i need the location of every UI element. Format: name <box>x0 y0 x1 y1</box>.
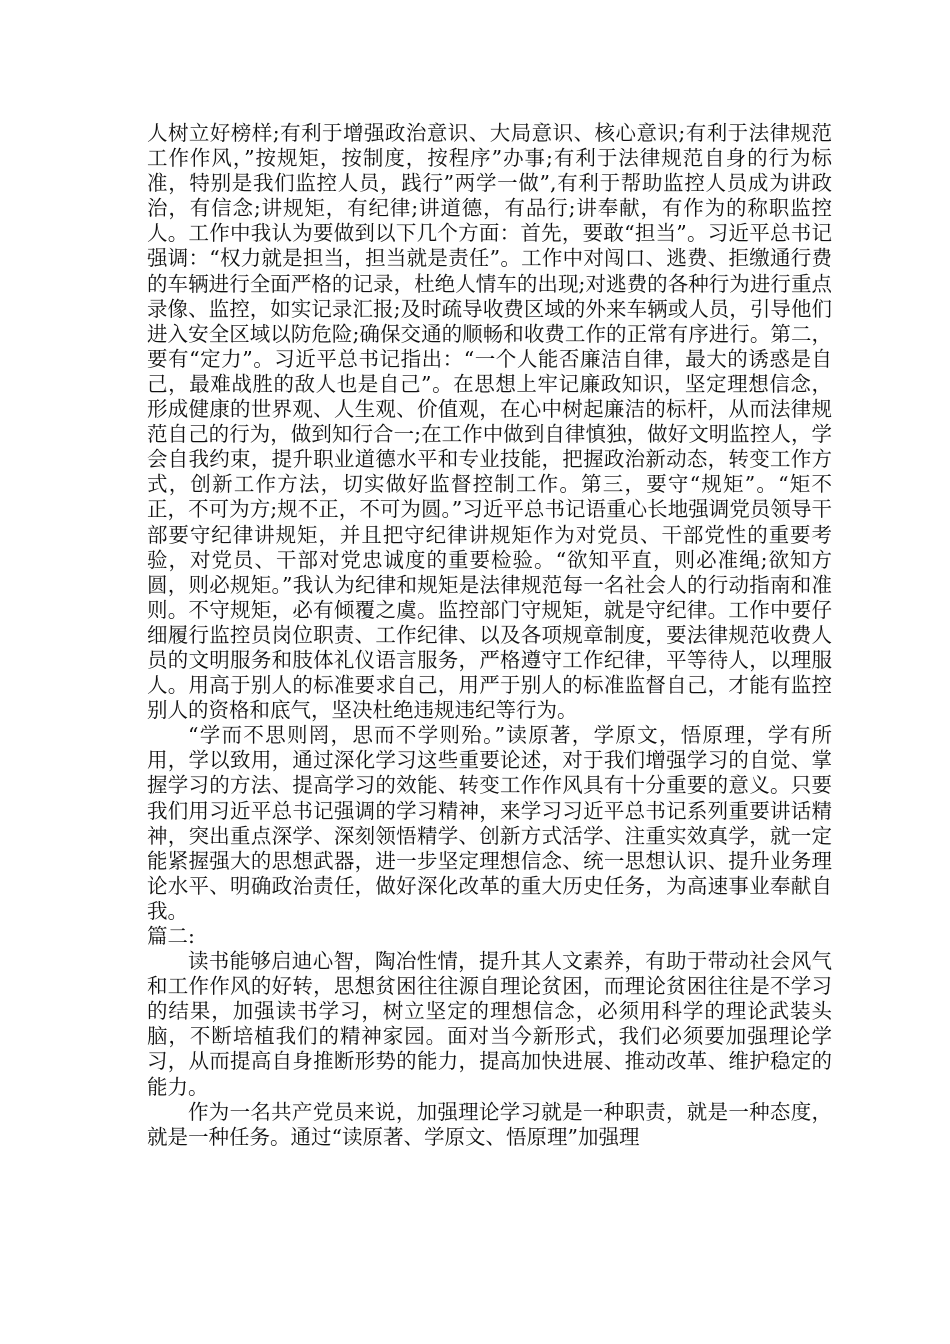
section-paragraph-2: 作为一名共产党员来说，加强理论学习就是一种职责，就是一种态度，就是一种任务。通过“读原著、学原文、悟原理”加强理 <box>147 1099 832 1149</box>
body-paragraph-1: 人树立好榜样;有利于增强政治意识、大局意识、核心意识;有利于法律规范工作作风，”按规矩，按制度，按程序”办事;有利于法律规范自身的行为标准，特别是我们监控人员，践行”两学一做”,有利于帮助监控人员成为讲政治，有信念;讲规矩，有纪律;讲道德，有品行;讲奉献，有作为的称职监控人。工作中我认为要做到以下几个方面：首先，要敢“担当”。习近平总书记强调：“权力就是担当，担当就是责任”。工作中对闯口、逃费、拒缴通行费的车辆进行全面严格的记录，杜绝人情车的出现;对逃费的各种行为进行重点录像、监控，如实记录汇报;及时疏导收费区域的外来车辆或人员，引导他们进入安全区域以防危险;确保交通的顺畅和收费工作的正常有序进行。第二，要有“定力”。习近平总书记指出：“一个人能否廉洁自律，最大的诱惑是自己，最难战胜的敌人也是自己”。在思想上牢记廉政知识，坚定理想信念，形成健康的世界观、人生观、价值观，在心中树起廉洁的标杆，从而法律规范自己的行为，做到知行合一;在工作中做到自律慎独，做好文明监控人，学会自我约束，提升职业道德水平和专业技能，把握政治新动态，转变工作方式，创新工作方法，切实做好监督控制工作。第三，要守“规矩”。“矩不正，不可为方;规不正，不可为圆。”习近平总书记语重心长地强调党员领导干部要守纪律讲规矩，并且把守纪律讲规矩作为对党员、干部党性的重要考验，对党员、干部对党忠诚度的重要检验。“欲知平直，则必准绳;欲知方圆，则必规矩。”我认为纪律和规矩是法律规范每一名社会人的行动指南和准则。不守规矩，必有倾覆之虞。监控部门守规矩，就是守纪律。工作中要仔细履行监控员岗位职责、工作纪律、以及各项规章制度，要法律规范收费人员的文明服务和肢体礼仪语言服务，严格遵守工作纪律，平等待人，以理服人。用高于别人的标准要求自己，用严于别人的标准监督自己，才能有监控别人的资格和底气，坚决杜绝违规违纪等行为。 <box>147 121 832 723</box>
section-paragraph-1: 读书能够启迪心智，陶冶性情，提升其人文素养，有助于带动社会风气和工作作风的好转，思想贫困往往源自理论贫困，而理论贫困往往是不学习的结果，加强读书学习，树立坚定的理想信念，必须用科学的理论武装头脑，不断培植我们的精神家园。面对当今新形式，我们必须要加强理论学习，从而提高自身推断形势的能力，提高加快进展、推动改革、维护稳定的能力。 <box>147 949 832 1099</box>
body-paragraph-2: “学而不思则罔，思而不学则殆。”读原著，学原文，悟原理，学有所用，学以致用，通过深化学习这些重要论述，对于我们增强学习的自觉、掌握学习的方法、提高学习的效能、转变工作作风具有十分重要的意义。只要我们用习近平总书记强调的学习精神，来学习习近平总书记系列重要讲话精神，突出重点深学、深刻领悟精学、创新方式活学、注重实效真学，就一定能紧握强大的思想武器，进一步坚定理想信念、统一思想认识、提升业务理论水平、明确政治责任，做好深化改革的重大历史任务，为高速事业奉献自我。 <box>147 723 832 923</box>
document-page <box>147 121 832 1150</box>
section-heading: 篇二: <box>147 924 195 948</box>
